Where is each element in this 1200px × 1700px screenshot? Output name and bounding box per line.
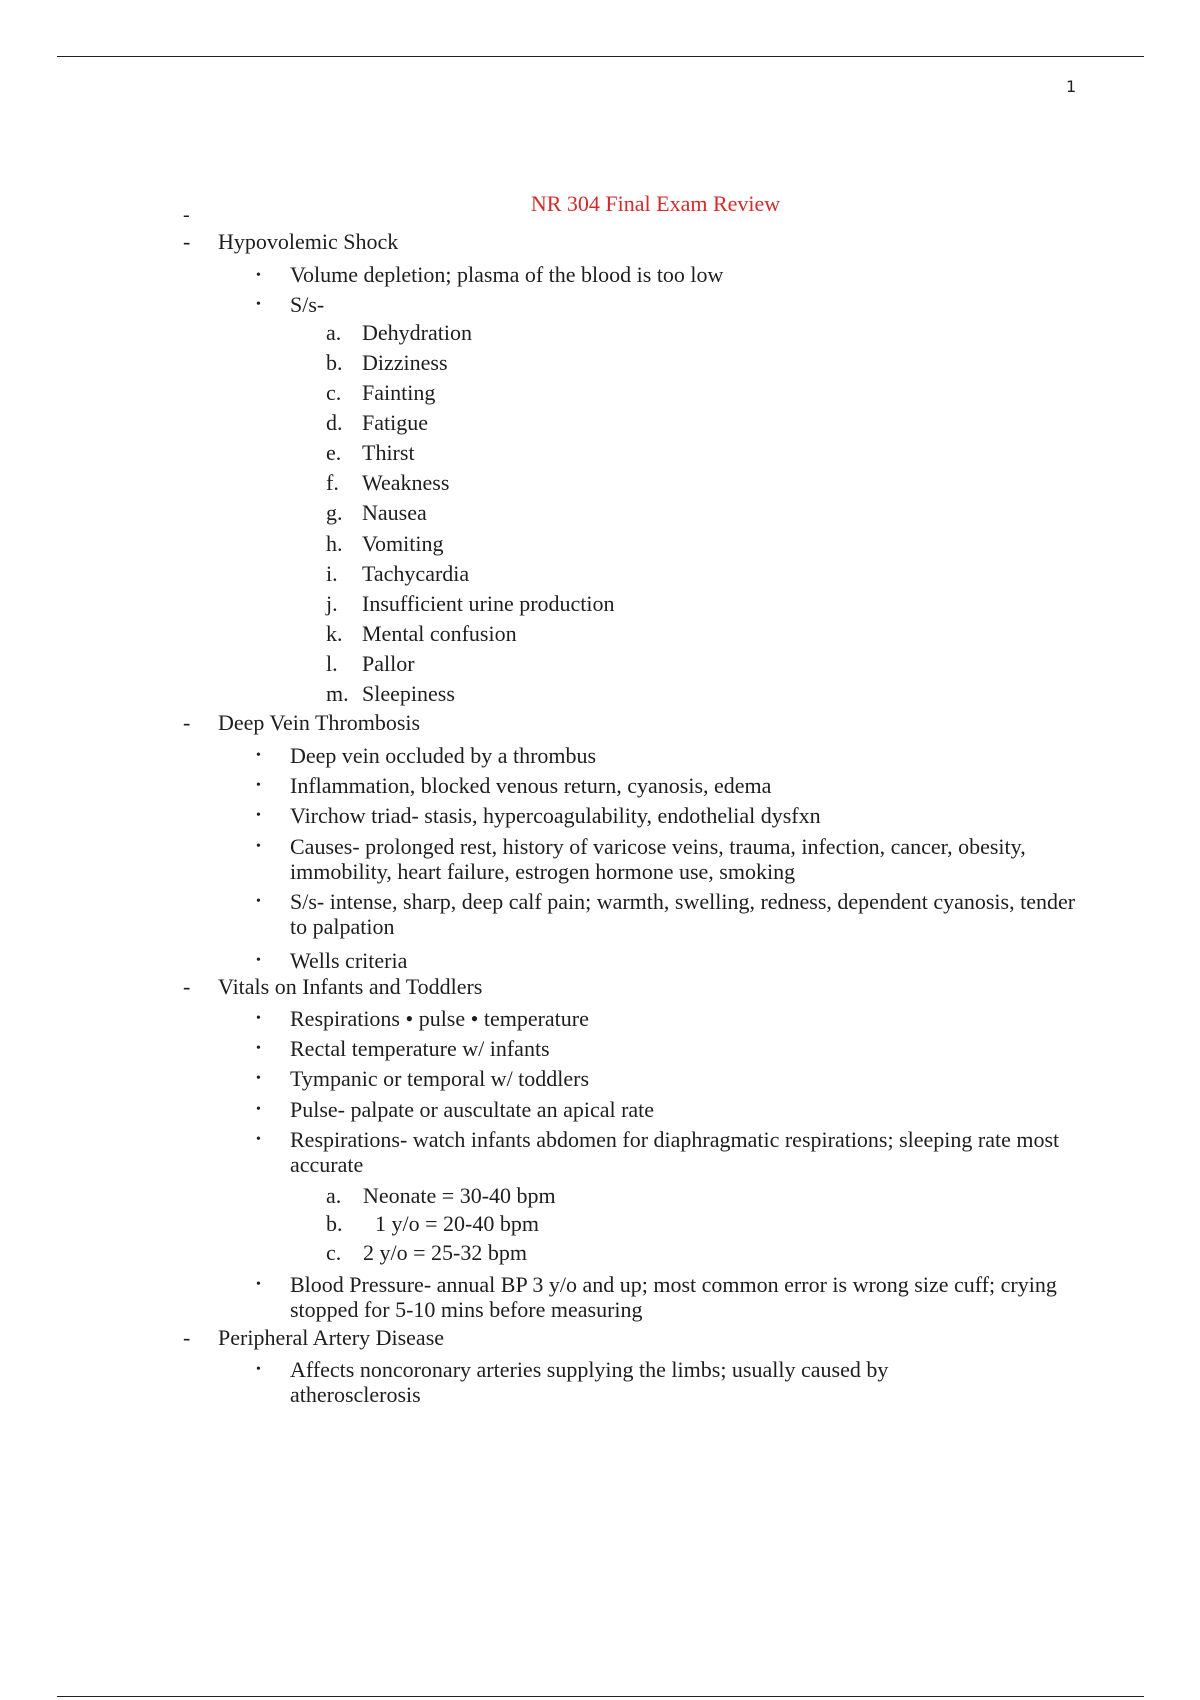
page-number: 1 [1066,77,1077,96]
list-item: Neonate = 30-40 bpm [363,1183,556,1208]
bullet-marker: • [256,748,261,763]
bullet-item: Volume depletion; plasma of the blood is too low [290,262,724,287]
bullet-marker: • [256,778,261,793]
section-heading-deep-vein-thrombosis: Deep Vein Thrombosis [218,710,421,735]
bullet-marker: • [256,1277,261,1292]
bullet-marker: • [256,297,261,312]
bullet-item: Causes- prolonged rest, history of varicose veins, trauma, infection, cancer, obesity, immobility, heart failure, estrogen hormone use, smoking [290,834,1026,884]
bullet-marker: • [256,808,261,823]
list-letter: f. [326,470,339,495]
bullet-item: Virchow triad- stasis, hypercoagulability, endothelial dysfxn [290,803,821,828]
list-letter: c. [326,380,342,405]
list-item: Nausea [362,500,427,525]
list-item: Vomiting [362,531,444,556]
list-item: Dehydration [362,320,472,345]
list-letter: k. [326,621,343,646]
section-heading-vitals: Vitals on Infants and Toddlers [218,974,483,999]
bullet-marker: • [256,1132,261,1147]
list-item: 1 y/o = 20-40 bpm [375,1211,539,1236]
bullet-marker: • [256,268,261,283]
list-letter: e. [326,440,342,465]
bullet-item: Affects noncoronary arteries supplying the limbs; usually caused by atherosclerosis [290,1357,889,1407]
list-item: 2 y/o = 25-32 bpm [363,1240,527,1265]
bullet-marker: • [256,1011,261,1026]
bullet-item: Respirations • pulse • temperature [290,1006,589,1031]
section-dash: - [183,1325,191,1350]
bullet-item: Rectal temperature w/ infants [290,1036,550,1061]
section-dash: - [183,710,191,735]
bullet-item: Wells criteria [290,948,408,973]
bullet-item: Inflammation, blocked venous return, cyanosis, edema [290,773,772,798]
list-item: Dizziness [362,350,448,375]
header-rule [57,56,1144,57]
bullet-item: Blood Pressure- annual BP 3 y/o and up; most common error is wrong size cuff; crying stopped for 5-10 mins before measuring [290,1272,1057,1322]
list-letter: a. [326,320,342,345]
bullet-marker: • [256,839,261,854]
list-item: Tachycardia [362,561,470,586]
bullet-marker: • [256,953,261,968]
section-heading-peripheral-artery-disease: Peripheral Artery Disease [218,1325,445,1350]
list-item: Pallor [362,651,415,676]
list-letter: l. [326,651,338,676]
document-title: NR 304 Final Exam Review [530,191,781,216]
list-item: Weakness [362,470,450,495]
list-letter: c. [326,1240,342,1265]
bullet-item: Deep vein occluded by a thrombus [290,743,597,768]
section-heading-hypovolemic-shock: Hypovolemic Shock [218,229,399,254]
bullet-item: S/s- intense, sharp, deep calf pain; warmth, swelling, redness, dependent cyanosis, tender to palpation [290,889,1076,939]
list-letter: j. [326,591,338,616]
list-letter: b. [326,1211,343,1236]
list-item: Fatigue [362,410,428,435]
list-letter: h. [326,531,343,556]
bullet-marker: • [256,894,261,909]
list-item: Mental confusion [362,621,517,646]
bullet-marker: • [256,1102,261,1117]
bullet-marker: • [256,1041,261,1056]
list-letter: g. [326,500,343,525]
bullet-marker: • [256,1362,261,1377]
footer-rule [57,1696,1144,1697]
section-dash: - [183,974,191,999]
list-letter: b. [326,350,343,375]
bullet-marker: • [256,1071,261,1086]
list-item: Thirst [362,440,415,465]
bullet-item: Respirations- watch infants abdomen for diaphragmatic respirations; sleeping rate most accurate [290,1127,1060,1177]
list-item: Fainting [362,380,436,405]
list-letter: i. [326,561,338,586]
bullet-item: Tympanic or temporal w/ toddlers [290,1066,590,1091]
list-item: Insufficient urine production [362,591,615,616]
stray-dash: - [183,204,190,226]
list-letter: a. [326,1183,342,1208]
list-letter: d. [326,410,343,435]
list-item: Sleepiness [362,681,455,706]
list-letter: m. [326,681,349,706]
bullet-item: Pulse- palpate or auscultate an apical rate [290,1097,655,1122]
bullet-item: S/s- [290,292,325,317]
section-dash: - [183,229,191,254]
